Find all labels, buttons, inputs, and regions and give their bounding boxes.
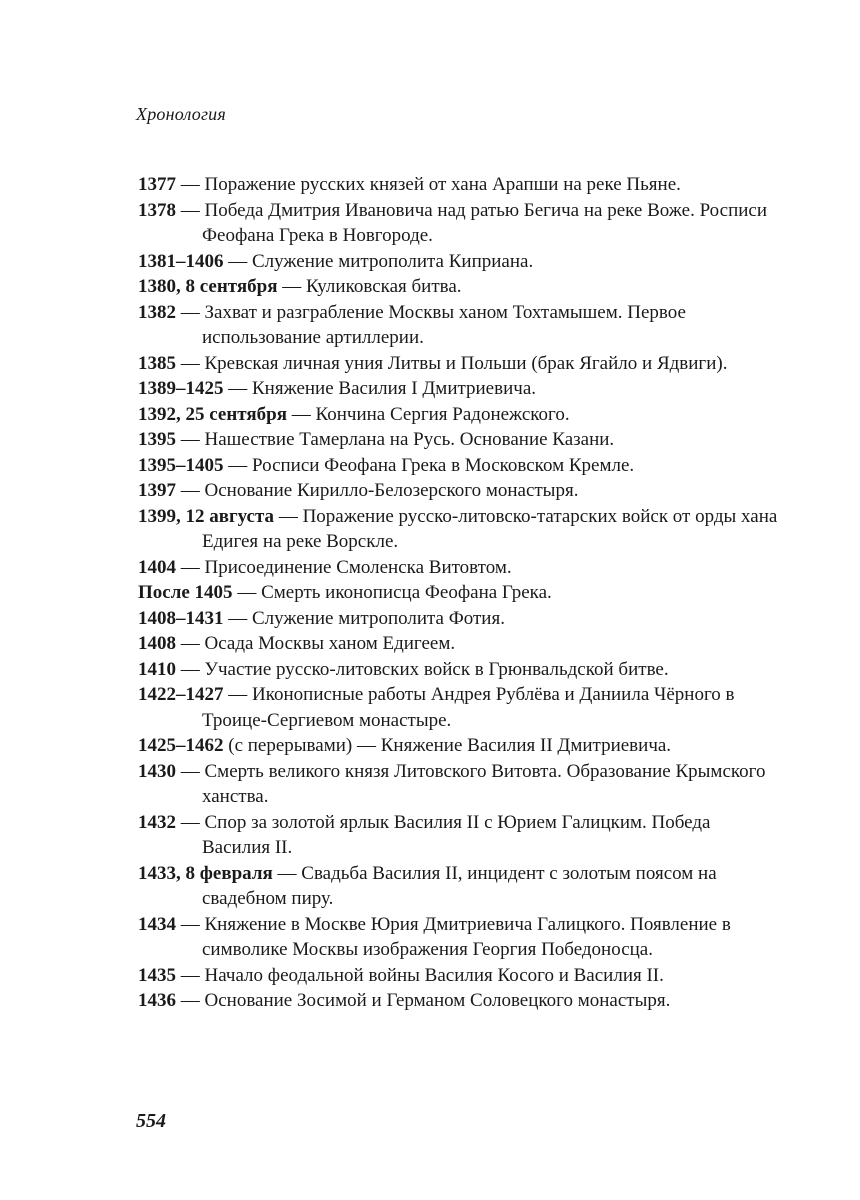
- chronology-entry: [138, 300, 778, 351]
- entry-date: 1422–1427: [138, 684, 224, 705]
- entry-text: — Свадьба Василия II, инцидент с золотым поясом на свадебном пиру.: [202, 862, 717, 909]
- entry-text: — Присоединение Смоленска Витовтом.: [176, 556, 512, 578]
- chronology-entry: [138, 657, 778, 683]
- entry-text: — Куликовская битва.: [277, 276, 462, 297]
- entry-text: — Поражение русских князей от хана Арапши на реке Пьяне.: [176, 174, 681, 195]
- entry-text: — Захват и разграбление Москвы ханом Тохтамышем. Первое использование артиллерии.: [176, 301, 686, 348]
- entry-date: 1435: [138, 964, 176, 986]
- entry-text: — Служение митрополита Фотия.: [223, 607, 505, 629]
- chronology-entry: [138, 198, 778, 249]
- entry-date: 1392, 25 сентября: [138, 403, 288, 425]
- chronology-entry: [138, 172, 778, 198]
- entry-text: — Начало феодальной войны Василия Косого и Василия II.: [176, 964, 664, 986]
- entry-date: 1380, 8 сентября: [138, 276, 278, 297]
- entry-text: (с перерывами) — Княжение Василия II Дмитриевича.: [223, 735, 672, 756]
- entry-text: — Нашествие Тамерлана на Русь. Основание Казани.: [176, 429, 615, 450]
- chronology-entry: [138, 478, 778, 504]
- entry-text: — Смерть иконописца Феофана Грека.: [232, 582, 552, 603]
- entry-date: 1436: [138, 990, 176, 1011]
- chronology-entry: [138, 606, 778, 632]
- entry-date: 1385: [138, 352, 176, 374]
- chronology-entry: [138, 912, 778, 963]
- page-number: 554: [136, 1110, 166, 1132]
- chronology-entry: [138, 504, 778, 555]
- chronology-entry: [138, 249, 778, 275]
- chronology-entry: [138, 580, 778, 606]
- entry-text: — Иконописные работы Андрея Рублёва и Даниила Чёрного в Троице-Сергиевом монастыре.: [202, 684, 735, 731]
- chronology-entry: [138, 376, 778, 402]
- chronology-entry: [138, 733, 778, 759]
- entry-text: — Основание Зосимой и Германом Соловецкого монастыря.: [176, 990, 671, 1011]
- entry-date: После 1405: [138, 582, 233, 603]
- chronology-entry: [138, 682, 778, 733]
- entry-text: — Княжение Василия I Дмитриевича.: [223, 378, 536, 399]
- entry-date: 1430: [138, 760, 176, 782]
- chronology-entry: [138, 963, 778, 989]
- entry-date: 1410: [138, 658, 176, 680]
- entry-text: — Поражение русско-литовско-татарских войск от орды хана Едигея на реке Ворскле.: [202, 505, 778, 552]
- chronology-entry: [138, 631, 778, 657]
- running-head: Хронология: [136, 104, 226, 124]
- chronology-entry: [138, 453, 778, 479]
- entry-text: — Росписи Феофана Грека в Московском Кремле.: [223, 454, 635, 476]
- entry-text: — Спор за золотой ярлык Василия II с Юрием Галицким. Победа Василия II.: [176, 811, 711, 858]
- chronology-entry: [138, 402, 778, 428]
- entry-date: 1395: [138, 429, 176, 450]
- entry-text: — Кончина Сергия Радонежского.: [287, 403, 570, 425]
- chronology-entry: [138, 759, 778, 810]
- chronology-entry: [138, 988, 778, 1014]
- chronology-entry: [138, 555, 778, 581]
- entry-text: — Княжение в Москве Юрия Дмитриевича Галицкого. Появление в символике Москвы изображения Георгия Победоносца.: [176, 913, 731, 960]
- entry-date: 1399, 12 августа: [138, 505, 275, 527]
- entry-text: — Победа Дмитрия Ивановича над ратью Бегича на реке Воже. Росписи Феофана Грека в Новгороде.: [176, 199, 768, 246]
- chronology-list: [138, 172, 778, 1014]
- entry-text: — Кревская личная уния Литвы и Польши (брак Ягайло и Ядвиги).: [176, 352, 728, 374]
- entry-date: 1404: [138, 556, 176, 578]
- entry-date: 1381–1406: [138, 250, 224, 272]
- entry-date: 1378: [138, 199, 176, 221]
- entry-text: — Служение митрополита Киприана.: [223, 250, 534, 272]
- entry-date: 1432: [138, 811, 176, 833]
- entry-date: 1425–1462: [138, 735, 224, 756]
- entry-date: 1434: [138, 913, 176, 935]
- chronology-entry: [138, 427, 778, 453]
- entry-date: 1377: [138, 174, 176, 195]
- chronology-entry: [138, 351, 778, 377]
- chronology-entry: [138, 274, 778, 300]
- entry-date: 1389–1425: [138, 378, 224, 399]
- entry-text: — Осада Москвы ханом Едигеем.: [176, 633, 456, 654]
- entry-date: 1408: [138, 633, 176, 654]
- entry-date: 1433, 8 февраля: [138, 862, 273, 884]
- entry-date: 1395–1405: [138, 454, 224, 476]
- entry-text: — Основание Кирилло-Белозерского монастыря.: [176, 480, 579, 501]
- entry-date: 1397: [138, 480, 176, 501]
- entry-date: 1382: [138, 301, 176, 323]
- entry-text: — Смерть великого князя Литовского Витовта. Образование Крымского ханства.: [176, 760, 766, 807]
- entry-text: — Участие русско-литовских войск в Грюнвальдской битве.: [176, 658, 669, 680]
- entry-date: 1408–1431: [138, 607, 224, 629]
- chronology-entry: [138, 810, 778, 861]
- chronology-entry: [138, 861, 778, 912]
